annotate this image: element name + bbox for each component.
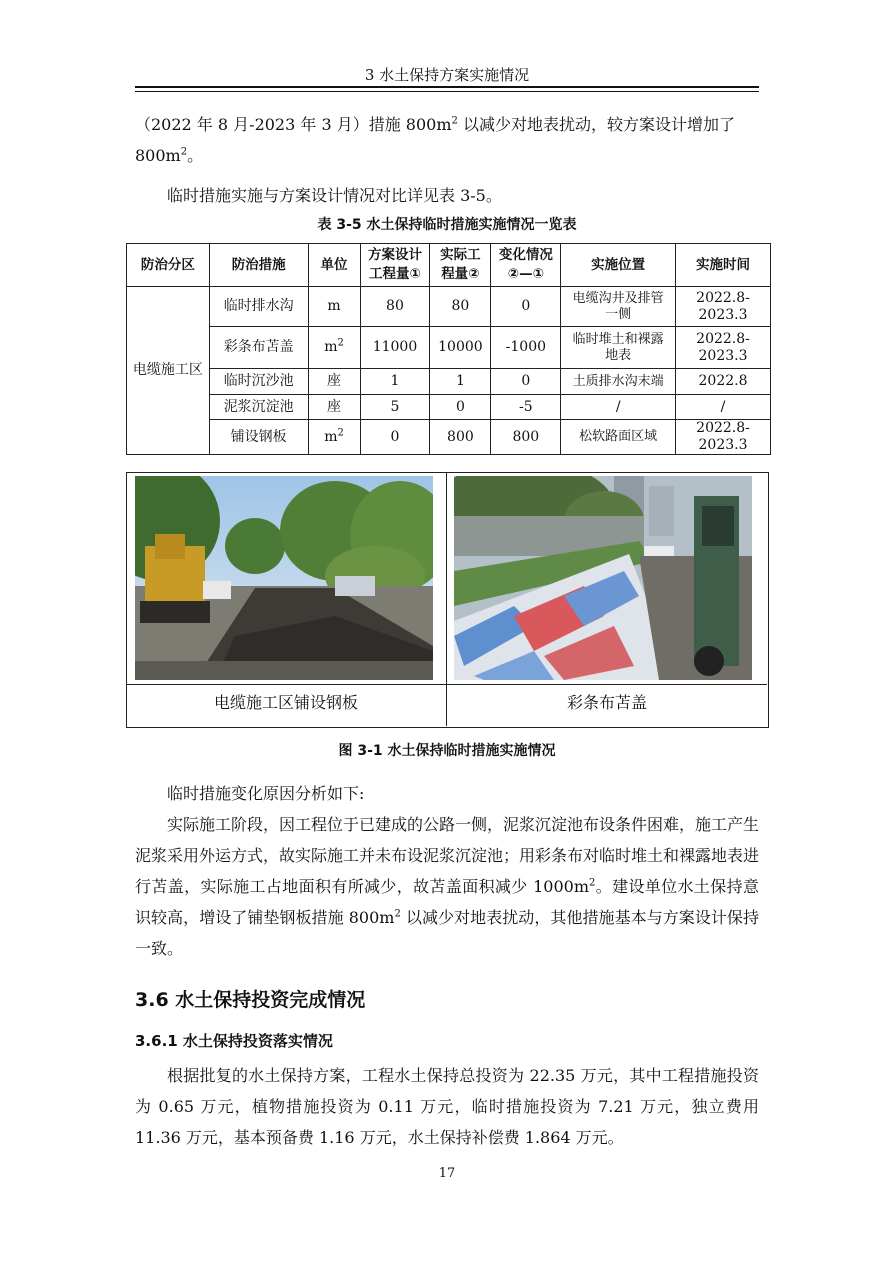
analysis-paragraph: 实际施工阶段，因工程位于已建成的公路一侧，泥浆沉淀池布设条件困难，施工产生泥浆采用外运方式，故实际施工并未布设泥浆沉淀池；用彩条布对临时堆土和裸露地表进行苫盖，实际施工占地面积有所减少，故苫盖面积减少 $1000m^2$。建设单位水土保持意识较高，增设了铺垫钢板措施 $800m^2$ 以减少对地表扰动，其他措施基本与方案设计保持一致。 — [135, 815, 760, 958]
figure-label-rule — [126, 684, 767, 685]
figure-divider — [446, 472, 447, 726]
th-measure: 防治措施 — [209, 244, 308, 287]
th-actual: 实际工 程量② — [430, 244, 491, 287]
investment-paragraph: 根据批复的水土保持方案，工程水土保持总投资为 22.35 万元，其中工程措施投资为 0.65 万元，植物措施投资为 0.11 万元，临时措施投资为 7.21 万元，独立费用 11.36 万元，基本预备费 1.16 万元，水土保持补偿费 1.864 万元。 — [135, 1066, 759, 1147]
intro-text-3: 800m — [135, 146, 181, 165]
th-location: 实施位置 — [561, 244, 676, 287]
subsection-heading: 3.6.1 水土保持投资落实情况 — [135, 1032, 333, 1050]
th-zone: 防治分区 — [127, 244, 210, 287]
header-rule-thick — [135, 86, 759, 88]
table-row: 彩条布苫盖 $m^2$ 11000 10000 -1000 临时堆土和裸露 地表 2022.8-2023.3 — [127, 327, 771, 369]
running-header: 3 水土保持方案实施情况 — [364, 66, 530, 84]
th-time: 实施时间 — [676, 244, 771, 287]
intro-sup-2: 2 — [180, 146, 188, 158]
th-design: 方案设计 工程量① — [360, 244, 430, 287]
intro-text-1: （2022 年 8 月-2023 年 3 月）措施 800m — [135, 115, 452, 134]
left-photo-label: 电缆施工区铺设钢板 — [213, 693, 358, 712]
intro-paragraph — [135, 109, 759, 171]
steel-plate-photo — [135, 476, 433, 680]
right-photo-label: 彩条布苫盖 — [566, 693, 647, 712]
page-number: 17 — [438, 1166, 456, 1181]
compare-note: 临时措施实施与方案设计情况对比详见表 3-5。 — [167, 186, 502, 205]
section-heading: 3.6 水土保持投资完成情况 — [135, 989, 366, 1011]
table-row: 临时沉沙池 座 1 1 0 土质排水沟末端 2022.8 — [127, 369, 771, 395]
header-rule-thin — [135, 91, 759, 92]
table-row: 电缆施工区 临时排水沟 m 80 80 0 电缆沟井及排管 一侧 2022.8-2023.3 — [127, 287, 771, 327]
figure-caption: 图 3-1 水土保持临时措施实施情况 — [338, 743, 556, 759]
analysis-title: 临时措施变化原因分析如下: — [167, 784, 365, 803]
table-header-row — [127, 244, 771, 287]
th-change: 变化情况 ②—① — [491, 244, 561, 287]
table-row: 泥浆沉淀池 座 5 0 -5 / / — [127, 395, 771, 420]
table-caption: 表 3-5 水土保持临时措施实施情况一览表 — [317, 217, 577, 233]
th-unit: 单位 — [308, 244, 360, 287]
intro-sup-1: 2 — [451, 115, 458, 127]
intro-text-4: 。 — [187, 146, 204, 165]
zone-cell: 电缆施工区 — [127, 287, 210, 455]
tarp-cover-photo — [454, 476, 752, 680]
table-row: 铺设钢板 $m^2$ 0 800 800 松软路面区域 2022.8-2023.3 — [127, 420, 771, 455]
measures-table — [126, 243, 771, 455]
intro-text-2: 以减少对地表扰动，较方案设计增加了 — [457, 115, 735, 134]
